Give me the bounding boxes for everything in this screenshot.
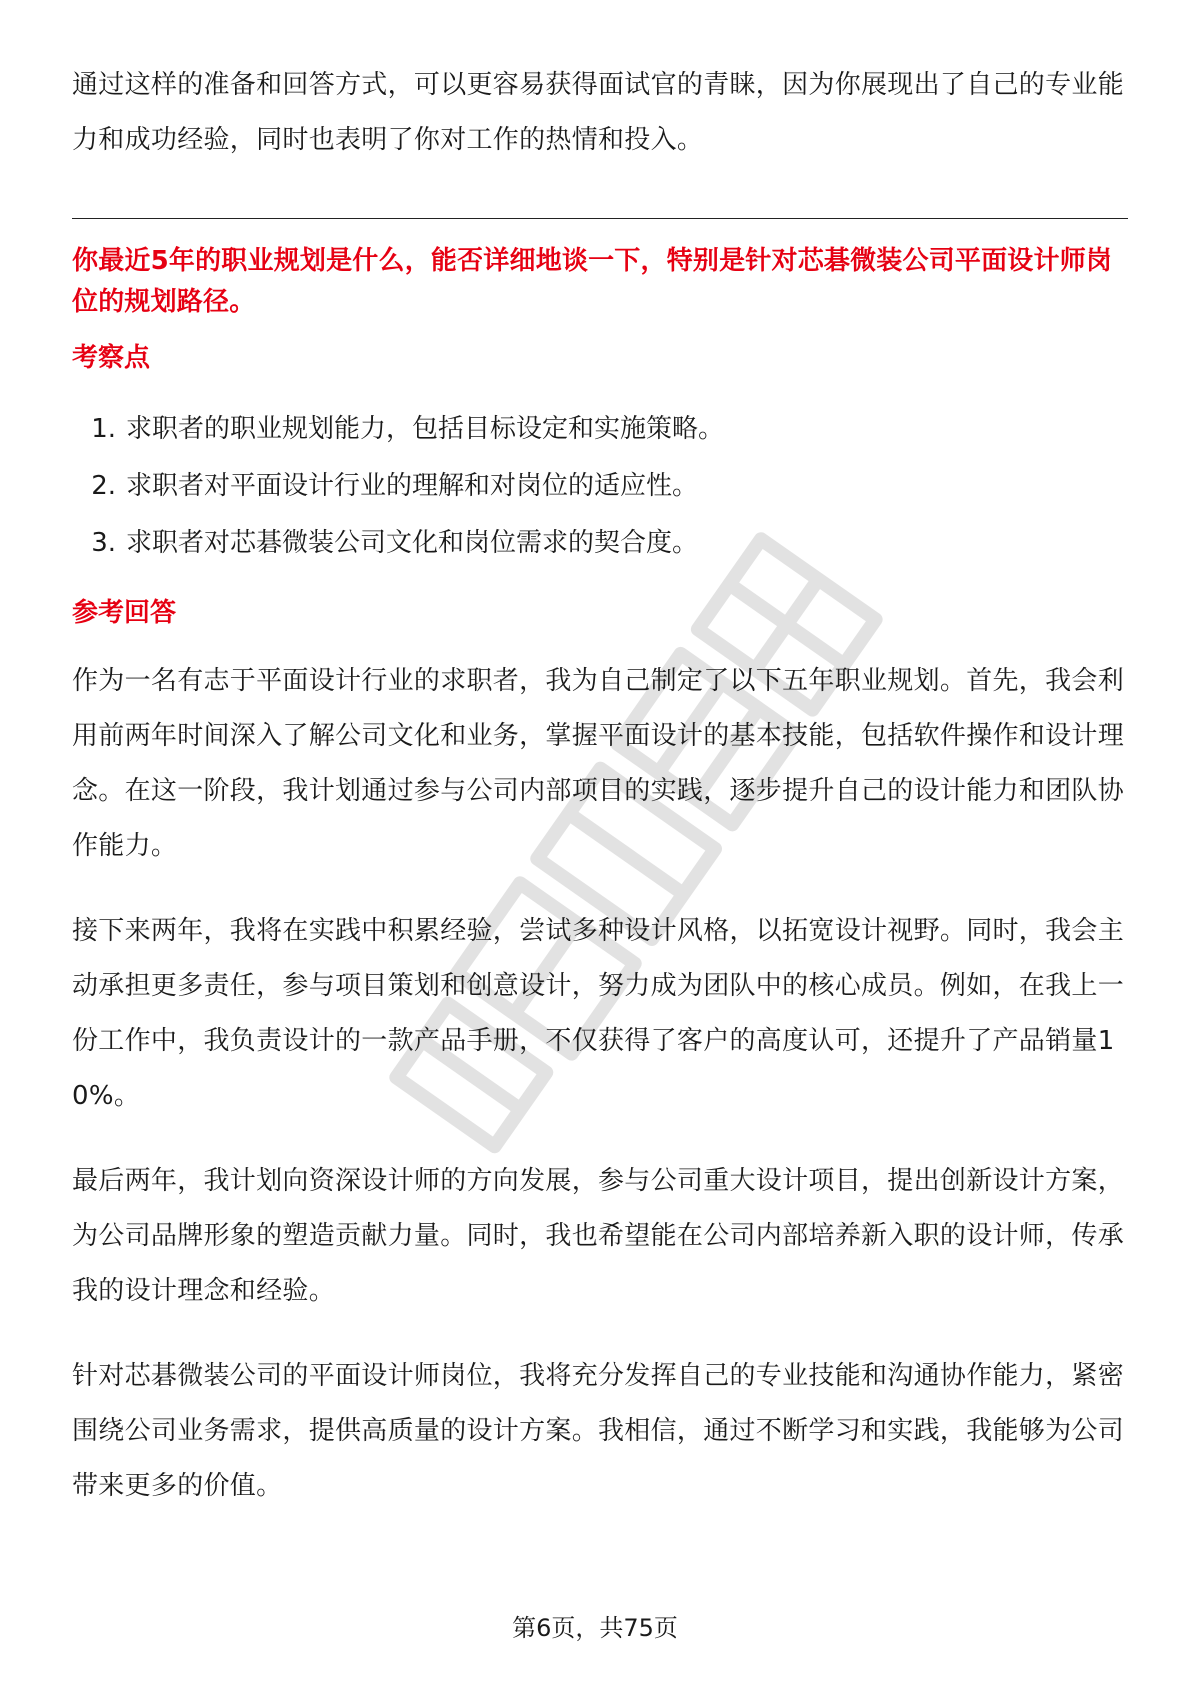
list-item	[72, 401, 1128, 458]
list-item	[72, 458, 1128, 515]
list-item-text: 求职者对平面设计行业的理解和对岗位的适应性。	[126, 471, 699, 501]
answer-section-title: 参考回答	[72, 598, 177, 628]
list-item-number: 1.	[91, 414, 116, 444]
list-item-text: 求职者的职业规划能力，包括目标设定和实施策略。	[126, 414, 725, 444]
answer-paragraph: 作为一名有志于平面设计行业的求职者，我为自己制定了以下五年职业规划。首先，我会利用前两年时间深入了解公司文化和业务，掌握平面设计的基本技能，包括软件操作和设计理念。在这一阶段，我计划通过参与公司内部项目的实践，逐步提升自己的设计能力和团队协作能力。	[72, 666, 1125, 861]
focus-list	[72, 401, 1128, 572]
intro-paragraph: 通过这样的准备和回答方式，可以更容易获得面试官的青睐，因为你展现出了自己的专业能力和成功经验，同时也表明了你对工作的热情和投入。	[72, 70, 1125, 155]
list-item	[72, 515, 1128, 572]
answer-paragraph: 接下来两年，我将在实践中积累经验，尝试多种设计风格，以拓宽设计视野。同时，我会主动承担更多责任，参与项目策划和创意设计，努力成为团队中的核心成员。例如，在我上一份工作中，我负责设计的一款产品手册，不仅获得了客户的高度认可，还提升了产品销量10%。	[72, 916, 1125, 1111]
answer-paragraph: 针对芯碁微装公司的平面设计师岗位，我将充分发挥自己的专业技能和沟通协作能力，紧密围绕公司业务需求，提供高质量的设计方案。我相信，通过不断学习和实践，我能够为公司带来更多的价值。	[72, 1361, 1125, 1501]
answer-paragraph: 最后两年，我计划向资深设计师的方向发展，参与公司重大设计项目，提出创新设计方案，为公司品牌形象的塑造贡献力量。同时，我也希望能在公司内部培养新入职的设计师，传承我的设计理念和经验。	[72, 1166, 1125, 1306]
section-divider	[72, 218, 1128, 219]
list-item-number: 3.	[91, 528, 116, 558]
focus-section-title: 考察点	[72, 343, 151, 373]
page-content	[72, 58, 1128, 1514]
page-number: 第6页，共75页	[512, 1614, 678, 1642]
list-item-text: 求职者对芯碁微装公司文化和岗位需求的契合度。	[126, 528, 699, 558]
list-item-number: 2.	[91, 471, 116, 501]
question-heading: 你最近5年的职业规划是什么，能否详细地谈一下，特别是针对芯碁微装公司平面设计师岗位的规划路径。	[72, 246, 1113, 317]
